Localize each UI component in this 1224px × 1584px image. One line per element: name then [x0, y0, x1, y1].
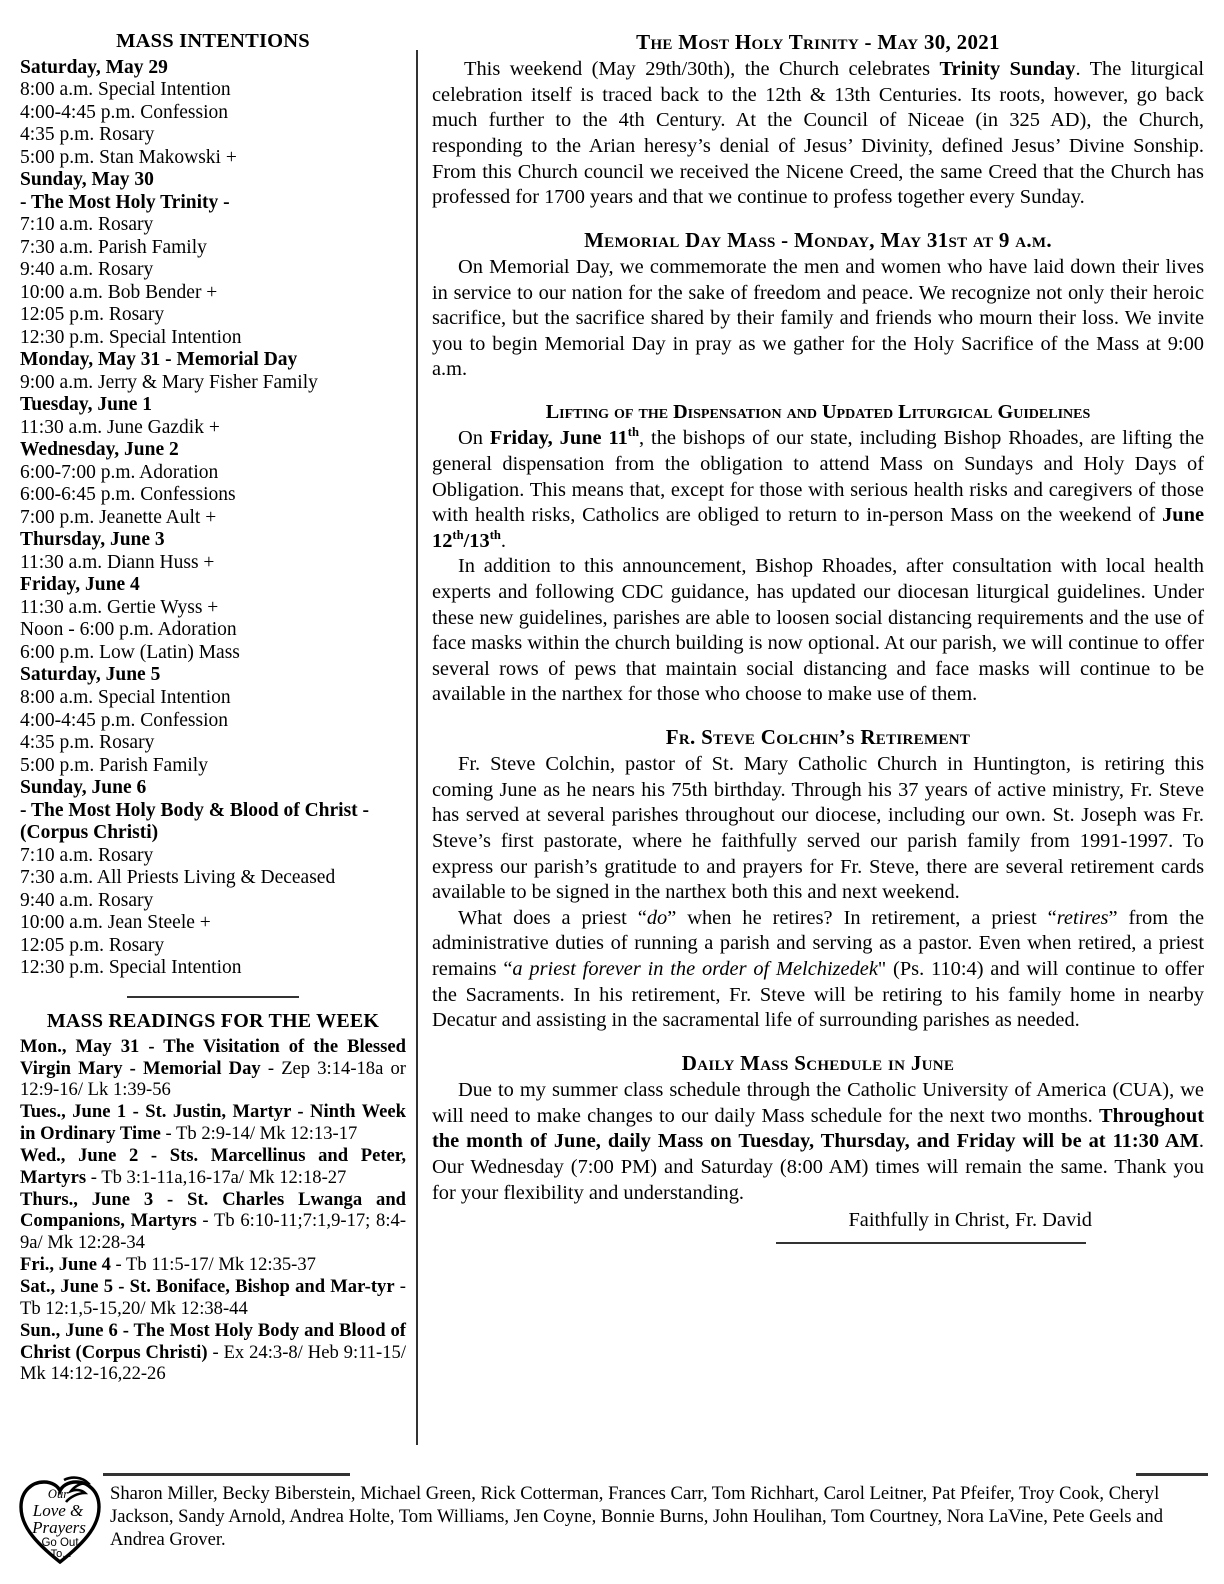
prayer-names-text: Sharon Miller, Becky Biberstein, Michael Green, Rick Cotterman, Frances Carr, Tom Richhart, Carol Leitner, Pat Pfeifer, Troy Cook, Cheryl Jackson, Sandy Arnold, Andrea Holte, Tom Williams, Jen Coyne, Bonnie Burns, John Houlihan, Tom Courtney, Nora LaVine, Pete Geels and Andrea Grover.: [110, 1483, 1163, 1551]
mass-intention-line: 8:00 a.m. Special Intention: [20, 79, 231, 101]
disp-sup-1: th: [627, 425, 640, 440]
ret2-italic-do: do: [646, 906, 668, 929]
mass-intentions-title: MASS INTENTIONS: [116, 30, 310, 52]
reading-item: [20, 1101, 406, 1145]
mass-intention-line: 4:00-4:45 p.m. Confession: [20, 101, 228, 123]
section-divider-rule: [127, 996, 299, 998]
reading-label: Thurs., June 3 - St. Charles Lwanga and Companions, Martyrs: [20, 1188, 406, 1232]
ret2-text-c: ” from the administrative duties of running a parish and serving as a pastor. Even when retired, a priest remains “: [432, 906, 1204, 981]
mass-intention-line: 11:30 a.m. Gertie Wyss +: [20, 596, 219, 618]
mass-day-heading: Tuesday, June 1: [20, 394, 153, 416]
mass-intention-line: 5:00 p.m. Stan Makowski +: [20, 146, 237, 168]
mass-intention-line: 12:05 p.m. Rosary: [20, 934, 165, 956]
mass-day-heading: - The Most Holy Body & Blood of Christ -: [20, 799, 370, 821]
ret2-italic-retires: retires: [1056, 906, 1109, 929]
mass-readings-title: MASS READINGS FOR THE WEEK: [46, 1009, 380, 1032]
mass-intention-line: 7:10 a.m. Rosary: [20, 214, 154, 236]
reading-refs: - Tb 12:1,5-15,20/ Mk 12:38-44: [20, 1275, 407, 1319]
mass-intention-line: 7:30 a.m. All Priests Living & Deceased: [20, 867, 336, 889]
retirement-paragraph-1: Fr. Steve Colchin, pastor of St. Mary Catholic Church in Huntington, is retiring this coming June as he nears his 75th birthday. Through his 37 years of active ministry, Fr. Steve has served at several parishes throughout our diocese, including our own. St. Joseph was Fr. Steve’s first pastorate, where he faithfully served our parish family from 1991-1997. To express our parish’s gratitude to and prayers for Fr. Steve, there are several retirement cards available to be signed in the narthex both this and next weekend.: [432, 753, 1204, 904]
retirement-heading: Fr. Steve Colchin’s Retirement: [665, 725, 971, 750]
right-column: [432, 30, 1204, 1244]
mass-intention-line: 7:00 p.m. Jeanette Ault +: [20, 506, 217, 528]
reading-label: Wed., June 2 - Sts. Marcellinus and Peter, Martyrs: [20, 1144, 406, 1188]
reading-refs: - Zep 3:14-18a or 12:9-16/ Lk 1:39-56: [20, 1057, 407, 1101]
reading-refs: - Ex 24:3-8/ Heb 9:11-15/ Mk 14:12-16,22-26: [20, 1341, 406, 1385]
memorial-day-paragraph: On Memorial Day, we commemorate the men and women who have laid down their lives in service to our nation for the sake of freedom and peace. We recognize not only their heroic sacrifice, but the sacrifice shared by their family and friends who mourn their loss. We invite you to begin Memorial Day in pray as we gather for the Holy Sacrifice of the Mass at 9:00 a.m.: [432, 256, 1204, 381]
dispensation-paragraph-2: In addition to this announcement, Bishop Rhoades, after consultation with local health experts and following CDC guidance, has updated our diocesan liturgical guidelines. Under these new guidelines, parishes are able to loosen social distancing requirements and the use of face masks within the church building is now optional. At our parish, we will continue to offer several rows of pews that maintain social distancing and face masks will continue to be available in the narthex for those who choose to make use of them.: [432, 555, 1204, 706]
reading-label: Mon., May 31 - The Visitation of the Blessed Virgin Mary - Memorial Day: [20, 1035, 406, 1079]
mass-intention-line: 7:30 a.m. Parish Family: [20, 236, 207, 258]
mass-intentions-list: [20, 57, 406, 980]
logo-line-0: Our: [47, 1487, 69, 1501]
trinity-text-b: . The liturgical celebration itself is traced back to the 12th & 13th Centuries. Its roots, however, go back much further to the 4th Century. At the Council of Niceae (in 325 AD), the Church, responding to the Arian heresy’s denial of Jesus’ Divinity, defined Jesus’ Divine Sonship. From this Church council we received the Nicene Creed, the same Creed that the Church has professed for 1700 years and that we continue to profess together every Sunday.: [432, 58, 1204, 209]
mass-day-heading: Wednesday, June 2: [20, 439, 179, 461]
mass-intention-line: 11:30 a.m. Diann Huss +: [20, 551, 215, 573]
mass-intention-line: 12:30 p.m. Special Intention: [20, 326, 242, 348]
disp-sup-2: th: [452, 527, 464, 542]
mass-day-heading: - The Most Holy Trinity -: [20, 191, 230, 213]
reading-item: [20, 1189, 406, 1255]
disp-text-b: , the bishops of our state, including Bishop Rhoades, are lifting the general dispensation from the obligation to attend Mass on Sundays and Holy Days of Obligation. This means that, except for those with serious health risks and caregivers of those with health risks, Catholics are obliged to return to in-person Mass on the weekend of: [432, 427, 1204, 527]
left-column: [20, 30, 406, 1385]
mass-intention-line: 8:00 a.m. Special Intention: [20, 687, 231, 708]
memorial-day-heading: Memorial Day Mass - Monday, May 31st at 9 a.m.: [584, 227, 1052, 252]
reading-item: [20, 1036, 406, 1102]
disp-date-bold-2: June 12: [432, 504, 1204, 552]
reading-item: [20, 1320, 406, 1386]
retirement-paragraph-2: [432, 906, 1204, 1034]
mass-intention-line: 10:00 a.m. Jean Steele +: [20, 912, 211, 934]
mass-day-heading: Thursday, June 3: [20, 529, 165, 551]
disp-text-a: On: [458, 427, 490, 450]
mass-intention-line: 12:30 p.m. Special Intention: [20, 957, 242, 979]
mass-day-heading: Saturday, May 29: [20, 56, 168, 78]
sched-bold-times: Throughout the month of June, daily Mass on Tuesday, Thursday, and Friday will be at 11:30 AM: [432, 1104, 1204, 1153]
reading-label: Sat., June 5 - St. Boniface, Bishop and Mar-tyr: [20, 1275, 395, 1297]
mass-intention-line: 12:05 p.m. Rosary: [20, 304, 165, 326]
mass-intention-line: 5:00 p.m. Parish Family: [20, 754, 208, 776]
trinity-paragraph: [432, 57, 1204, 211]
disp-text-c: .: [500, 529, 507, 552]
mass-intention-line: 7:10 a.m. Rosary: [20, 844, 154, 866]
reading-refs: - Tb 3:1-11a,16-17a/ Mk 12:18-27: [86, 1166, 347, 1188]
mass-day-heading: Monday, May 31 - Memorial Day: [20, 349, 298, 371]
love-and-prayers-heart-icon: [18, 1474, 102, 1566]
logo-line-1: Love &: [32, 1501, 84, 1520]
signature-divider-rule: [776, 1242, 1086, 1244]
mass-day-heading: Sunday, June 6: [20, 777, 147, 799]
ret2-italic-quote: a priest forever in the order of Melchizedek: [512, 958, 878, 981]
sched-text-b: . Our Wednesday (7:00 PM) and Saturday (8:00 AM) times will remain the same. Thank you for your flexibility and understanding.: [432, 1130, 1204, 1204]
ret2-text-a: What does a priest “: [458, 906, 647, 929]
mass-intention-line: 6:00-6:45 p.m. Confessions: [20, 484, 236, 506]
reading-item: [20, 1145, 406, 1189]
mass-intention-line: 11:30 a.m. June Gazdik +: [20, 416, 220, 438]
reading-refs: - Tb 6:10-11;7:1,9-17; 8:4-9a/ Mk 12:28-34: [20, 1210, 407, 1254]
reading-item: [20, 1254, 406, 1276]
mass-intention-line: Noon - 6:00 p.m. Adoration: [20, 619, 237, 641]
logo-line-4: To...: [50, 1548, 72, 1560]
sched-text-a: Due to my summer class schedule through the Catholic University of America (CUA), we will need to make changes to our daily Mass schedule for the next two months.: [432, 1079, 1204, 1127]
mass-day-heading: Sunday, May 30: [20, 169, 154, 191]
page-title: The Most Holy Trinity - May 30, 2021: [636, 30, 1000, 54]
disp-date-bold-1: Friday, June 11: [489, 427, 628, 450]
disp-date-bold-3: /13: [463, 529, 490, 552]
reading-refs: - Tb 11:5-17/ Mk 12:35-37: [110, 1254, 316, 1276]
mass-day-heading: Friday, June 4: [20, 574, 140, 596]
mass-intention-line: 6:00-7:00 p.m. Adoration: [20, 461, 219, 483]
reading-item: [20, 1276, 406, 1320]
ret2-text-d: " (Ps. 110:4) and will continue to offer the Sacraments. In his retirement, Fr. Steve will be retiring to his family home in nearby Decatur and assisting in the sacramental life of surrounding parishes as needed.: [432, 958, 1204, 1032]
reading-refs: - Tb 2:9-14/ Mk 12:13-17: [160, 1123, 358, 1145]
mass-day-heading: Saturday, June 5: [20, 664, 161, 686]
reading-label: Fri., June 4: [20, 1254, 111, 1276]
trinity-text-a: This weekend (May 29th/30th), the Church celebrates: [464, 58, 940, 81]
prayer-list-section: [18, 1472, 1208, 1566]
logo-line-2: Prayers: [32, 1518, 86, 1537]
signature-line: Faithfully in Christ, Fr. David: [848, 1209, 1092, 1232]
mass-intention-line: 10:00 a.m. Bob Bender +: [20, 281, 218, 303]
mass-intention-line: 9:40 a.m. Rosary: [20, 889, 154, 911]
reading-label: Tues., June 1 - St. Justin, Martyr - Ninth Week in Ordinary Time: [20, 1101, 406, 1145]
mass-intention-line: 9:40 a.m. Rosary: [20, 259, 154, 281]
mass-day-heading: (Corpus Christi): [20, 822, 159, 844]
mass-intention-line: 4:35 p.m. Rosary: [20, 732, 155, 754]
mass-readings-list: [20, 1036, 406, 1386]
reading-label: Sun., June 6 - The Most Holy Body and Blood of Christ (Corpus Christi): [20, 1319, 406, 1363]
daily-schedule-paragraph: [432, 1078, 1204, 1206]
mass-intention-line: 4:00-4:45 p.m. Confession: [20, 709, 228, 731]
dispensation-paragraph-1: [432, 426, 1204, 554]
mass-intention-line: 9:00 a.m. Jerry & Mary Fisher Family: [20, 371, 318, 393]
column-divider: [416, 50, 418, 1445]
ret2-text-b: ” when he retires? In retirement, a priest “: [667, 906, 1057, 929]
disp-sup-3: th: [489, 527, 501, 542]
trinity-sunday-bold: Trinity Sunday: [939, 58, 1076, 81]
daily-schedule-heading: Daily Mass Schedule in June: [681, 1050, 955, 1075]
logo-line-3: Go Out: [41, 1537, 79, 1549]
mass-intention-line: 6:00 p.m. Low (Latin) Mass: [20, 641, 240, 663]
mass-intention-line: 4:35 p.m. Rosary: [20, 124, 155, 146]
dispensation-heading: Lifting of the Dispensation and Updated Liturgical Guidelines: [545, 401, 1091, 424]
